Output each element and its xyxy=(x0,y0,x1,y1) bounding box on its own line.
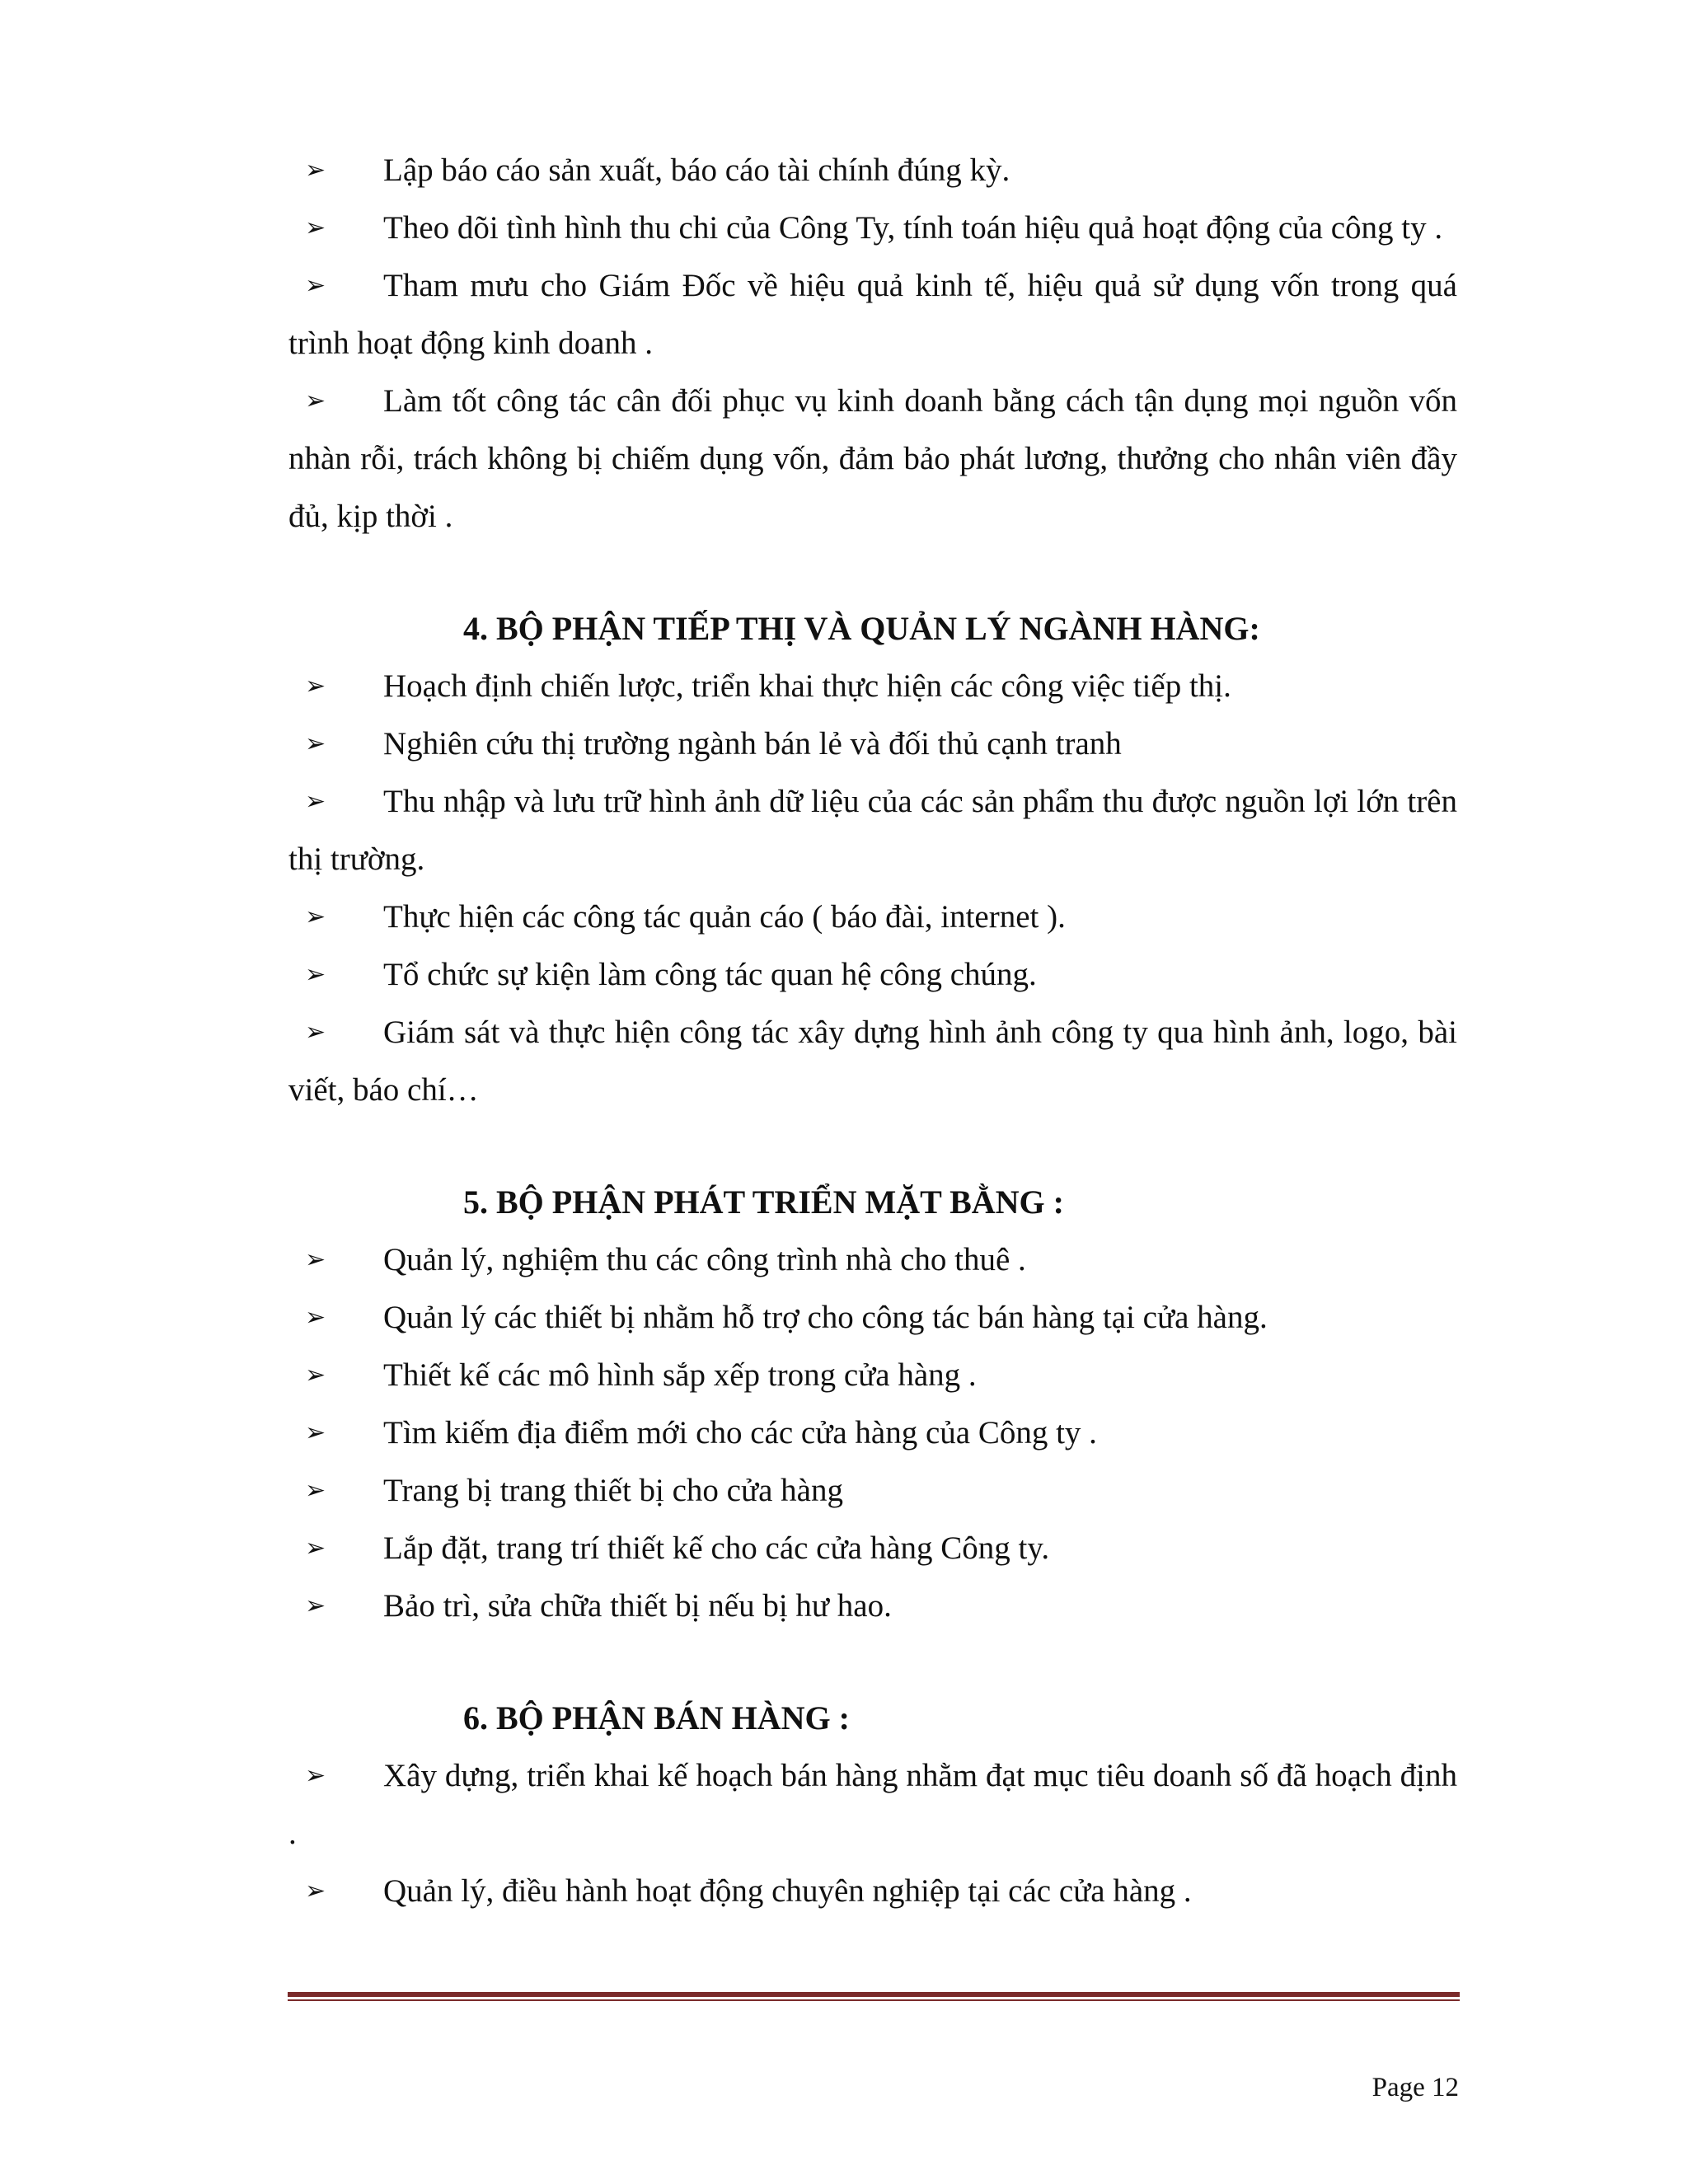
list-item: ➢ Hoạch định chiến lược, triển khai thực hiện các công việc tiếp thị. xyxy=(288,658,1457,715)
arrow-bullet-icon: ➢ xyxy=(305,156,326,185)
list-item: ➢ Thiết kế các mô hình sắp xếp trong cửa hàng . xyxy=(288,1347,1457,1404)
arrow-bullet-icon: ➢ xyxy=(305,1361,326,1390)
arrow-bullet-icon: ➢ xyxy=(305,787,326,816)
arrow-bullet-icon: ➢ xyxy=(305,1761,326,1790)
list-item: ➢ Thu nhập và lưu trữ hình ảnh dữ liệu của các sản phẩm thu được nguồn lợi lớn trên thị trường. xyxy=(288,773,1457,888)
arrow-bullet-icon: ➢ xyxy=(305,1018,326,1047)
page-content xyxy=(288,142,1457,1920)
arrow-bullet-icon: ➢ xyxy=(305,1303,326,1332)
arrow-bullet-icon: ➢ xyxy=(305,271,326,300)
section-heading-marketing: 4. BỘ PHẬN TIẾP THỊ VÀ QUẢN LÝ NGÀNH HÀNG: xyxy=(463,610,1260,647)
arrow-bullet-icon: ➢ xyxy=(305,1591,326,1620)
arrow-bullet-icon: ➢ xyxy=(305,1245,326,1274)
footer-divider xyxy=(288,1992,1460,2001)
list-item: ➢ Lập báo cáo sản xuất, báo cáo tài chính đúng kỳ. xyxy=(288,142,1457,199)
list-item: ➢ Quản lý, nghiệm thu các công trình nhà cho thuê . xyxy=(288,1231,1457,1289)
arrow-bullet-icon: ➢ xyxy=(305,387,326,415)
list-item: ➢ Giám sát và thực hiện công tác xây dựng hình ảnh công ty qua hình ảnh, logo, bài viết, báo chí… xyxy=(288,1004,1457,1119)
list-item: ➢ Xây dựng, triển khai kế hoạch bán hàng nhằm đạt mục tiêu doanh số đã hoạch định . xyxy=(288,1747,1457,1863)
arrow-bullet-icon: ➢ xyxy=(305,902,326,931)
list-item: ➢ Làm tốt công tác cân đối phục vụ kinh doanh bằng cách tận dụng mọi nguồn vốn nhàn rỗi, trách không bị chiếm dụng vốn, đảm bảo phát lương, thưởng cho nhân viên đầy đủ, kịp thời . xyxy=(288,373,1457,546)
arrow-bullet-icon: ➢ xyxy=(305,1476,326,1505)
arrow-bullet-icon: ➢ xyxy=(305,1418,326,1447)
list-item: ➢ Quản lý các thiết bị nhằm hỗ trợ cho công tác bán hàng tại cửa hàng. xyxy=(288,1289,1457,1347)
list-item: ➢ Lắp đặt, trang trí thiết kế cho các cửa hàng Công ty. xyxy=(288,1520,1457,1577)
list-item: ➢ Tham mưu cho Giám Đốc về hiệu quả kinh tế, hiệu quả sử dụng vốn trong quá trình hoạt động kinh doanh . xyxy=(288,257,1457,373)
list-item: ➢ Bảo trì, sửa chữa thiết bị nếu bị hư hao. xyxy=(288,1577,1457,1635)
arrow-bullet-icon: ➢ xyxy=(305,960,326,989)
arrow-bullet-icon: ➢ xyxy=(305,672,326,701)
section-heading-premises: 5. BỘ PHẬN PHÁT TRIỂN MẶT BẰNG : xyxy=(463,1183,1064,1221)
page-number: Page 12 xyxy=(1372,2073,1459,2102)
list-item: ➢ Quản lý, điều hành hoạt động chuyên nghiệp tại các cửa hàng . xyxy=(288,1863,1457,1920)
list-item: ➢ Nghiên cứu thị trường ngành bán lẻ và đối thủ cạnh tranh xyxy=(288,715,1457,773)
list-item: ➢ Tìm kiếm địa điểm mới cho các cửa hàng của Công ty . xyxy=(288,1404,1457,1462)
section-heading-sales: 6. BỘ PHẬN BÁN HÀNG : xyxy=(463,1699,850,1736)
list-item: ➢ Tổ chức sự kiện làm công tác quan hệ công chúng. xyxy=(288,946,1457,1004)
arrow-bullet-icon: ➢ xyxy=(305,213,326,242)
list-item: ➢ Thực hiện các công tác quản cáo ( báo đài, internet ). xyxy=(288,888,1457,946)
arrow-bullet-icon: ➢ xyxy=(305,1877,326,1905)
arrow-bullet-icon: ➢ xyxy=(305,729,326,758)
list-item: ➢ Trang bị trang thiết bị cho cửa hàng xyxy=(288,1462,1457,1520)
arrow-bullet-icon: ➢ xyxy=(305,1534,326,1563)
list-item: ➢ Theo dõi tình hình thu chi của Công Ty, tính toán hiệu quả hoạt động của công ty . xyxy=(288,199,1457,257)
